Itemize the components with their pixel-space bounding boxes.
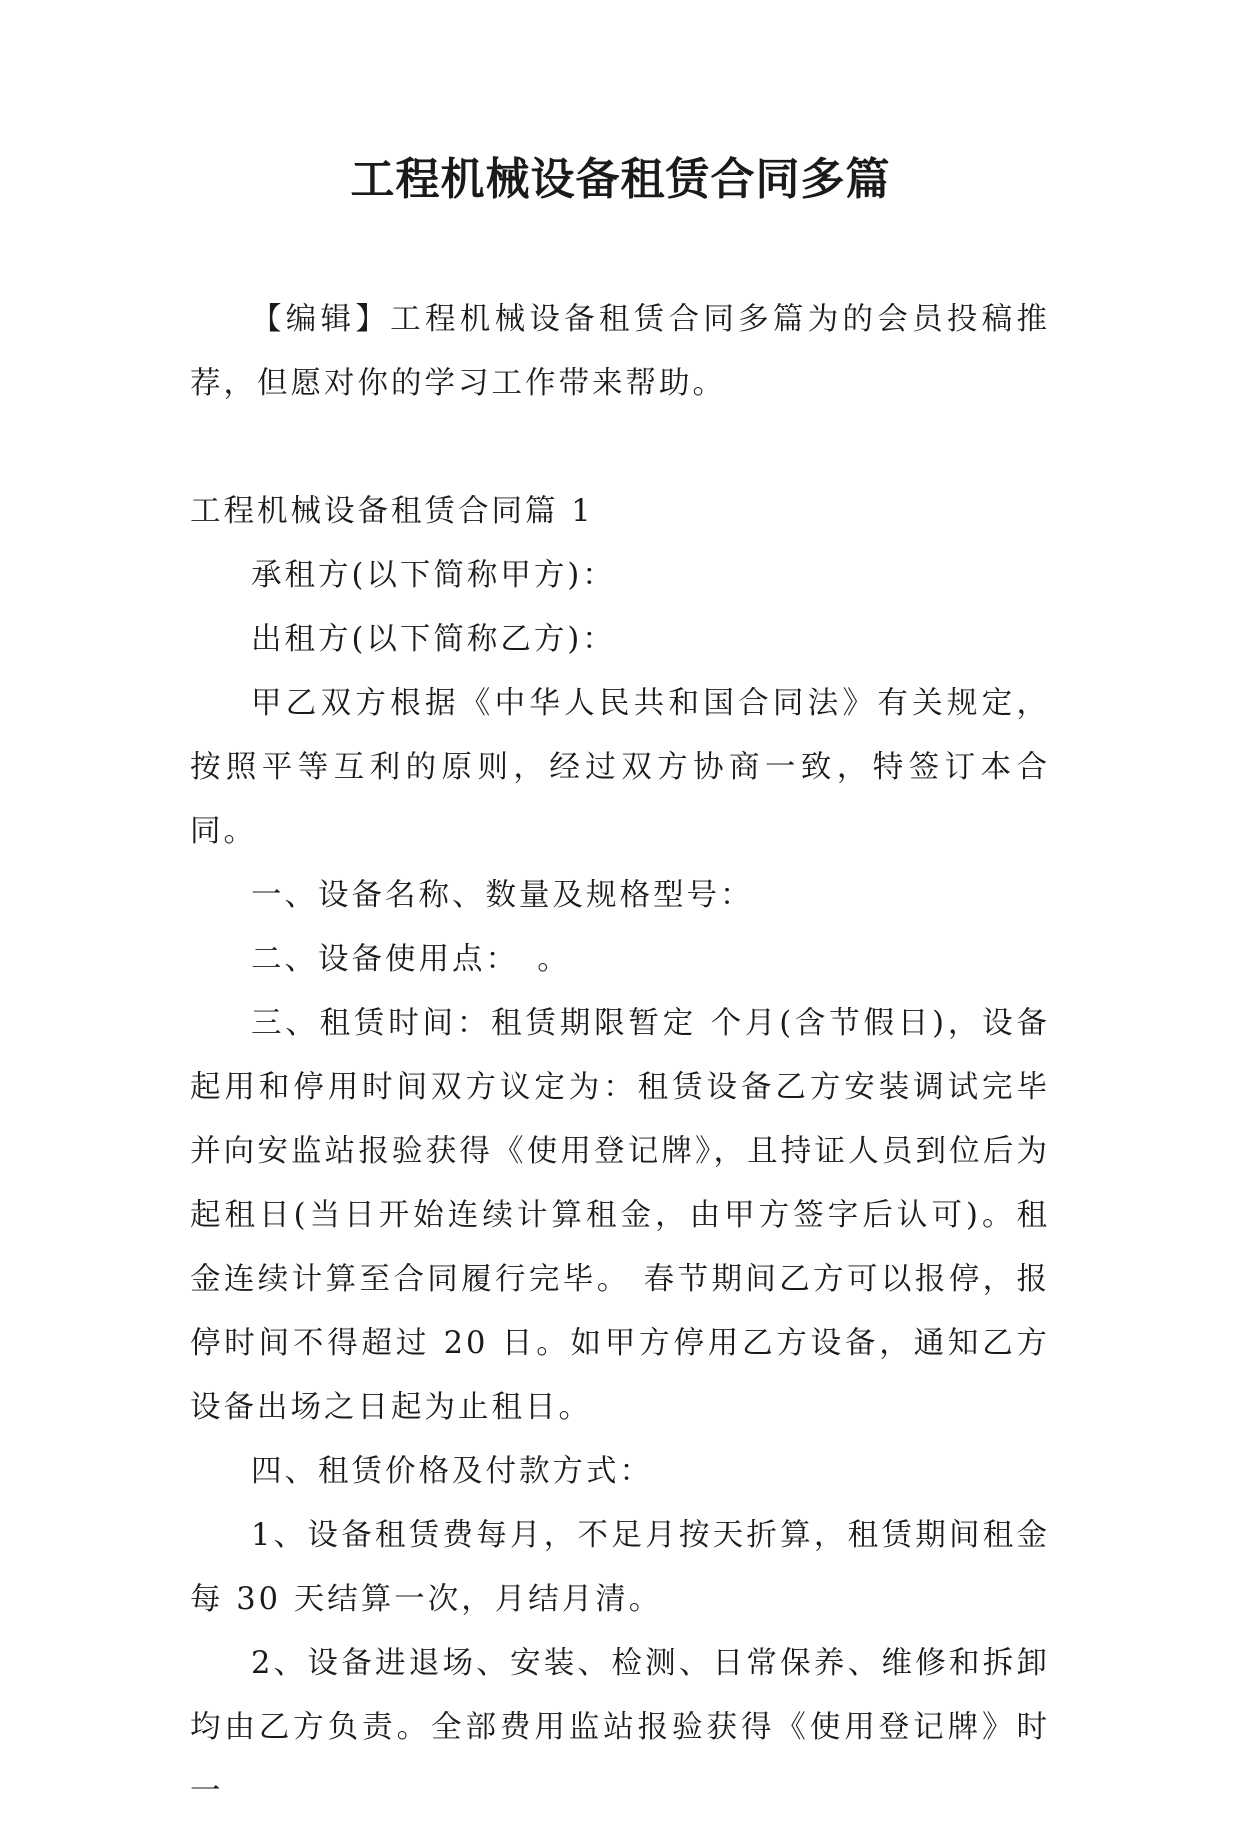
preamble-paragraph: 甲乙双方根据《中华人民共和国合同法》有关规定，按照平等互利的原则，经过双方协商一致，特签订本合同。 xyxy=(190,686,1050,849)
clause-1-equipment: 一、设备名称、数量及规格型号： xyxy=(251,878,754,913)
party-a-line: 承租方(以下简称甲方)： xyxy=(251,558,616,593)
document-title: 工程机械设备租赁合同多篇 xyxy=(350,154,891,205)
clause-3-rental-period: 三、租赁时间：租赁期限暂定 个月(含节假日)，设备起用和停用时间双方议定为：租赁设备乙方安装调试完毕并向安监站报验获得《使用登记牌》，且持证人员到位后为起租日(当日开始连续计算租金，由甲方签字后认可)。租金连续计算至合同履行完毕。 春节期间乙方可以报停，报停时间不得超过 20 日。如甲方停用乙方设备，通知乙方设备出场之日起为止租日。 xyxy=(190,1006,1050,1425)
clause-2-location: 二、设备使用点： 。 xyxy=(251,942,571,977)
document-body xyxy=(190,288,1050,1824)
section-heading: 工程机械设备租赁合同篇 1 xyxy=(190,494,594,529)
paragraph-gap xyxy=(190,416,1050,480)
clause-4-item-2: 2、设备进退场、安装、检测、日常保养、维修和拆卸均由乙方负责。全部费用监站报验获得《使用登记牌》时一 xyxy=(190,1646,1050,1809)
clause-4-price-payment: 四、租赁价格及付款方式： xyxy=(251,1454,653,1489)
intro-paragraph: 【编辑】工程机械设备租赁合同多篇为的会员投稿推荐，但愿对你的学习工作带来帮助。 xyxy=(190,302,1050,401)
clause-4-item-1: 1、设备租赁费每月，不足月按天折算，租赁期间租金每 30 天结算一次，月结月清。 xyxy=(190,1518,1050,1617)
party-b-line: 出租方(以下简称乙方)： xyxy=(251,622,616,657)
